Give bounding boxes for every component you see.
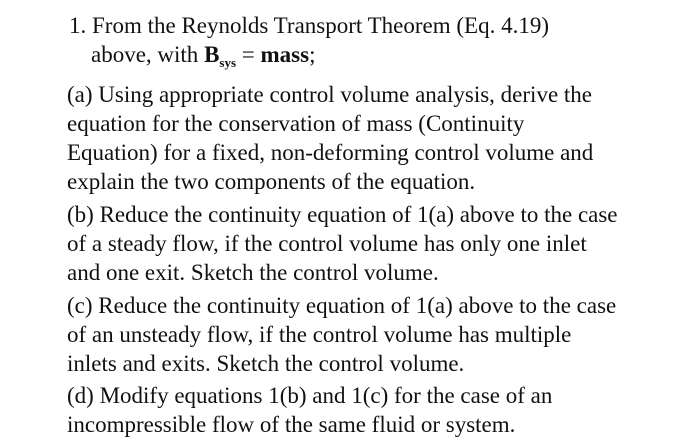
mass-word: mass — [260, 42, 310, 67]
question-intro-line-1 — [69, 12, 549, 40]
part-c-line-3: inlets and exits. Sketch the control volume. — [67, 351, 465, 376]
b-symbol: B — [204, 42, 220, 67]
part-c-line-2: of an unsteady flow, if the control volume has multiple — [67, 322, 572, 347]
b-subscript: sys — [219, 55, 237, 70]
part-b-line-1: (b) Reduce the continuity equation of 1(a) above to the case — [67, 202, 618, 227]
part-d-line-2: incompressible flow of the same fluid or system. — [67, 412, 516, 437]
question-intro-line-2 — [91, 41, 315, 72]
part-a-line-1: (a) Using appropriate control volume analysis, derive the — [67, 82, 593, 107]
part-c-line-1: (c) Reduce the continuity equation of 1(a) above to the case — [67, 293, 617, 318]
equals-sign: = — [236, 42, 261, 67]
question-number: 1. — [69, 13, 87, 38]
part-d-line-1: (d) Modify equations 1(b) and 1(c) for the case of an — [67, 383, 553, 408]
part-b-line-3: and one exit. Sketch the control volume. — [67, 260, 439, 285]
part-a-line-3: Equation) for a fixed, non-deforming control volume and — [67, 140, 594, 165]
part-a-line-2: equation for the conservation of mass (Continuity — [67, 111, 525, 136]
part-a-line-4: explain the two components of the equation. — [67, 169, 476, 194]
part-b-line-2: of a steady flow, if the control volume has only one inlet — [67, 231, 587, 256]
intro-prefix: above, with — [91, 42, 205, 67]
question-intro-text: From the Reynolds Transport Theorem (Eq. 4.19) — [92, 13, 549, 38]
intro-suffix: ; — [309, 42, 316, 67]
